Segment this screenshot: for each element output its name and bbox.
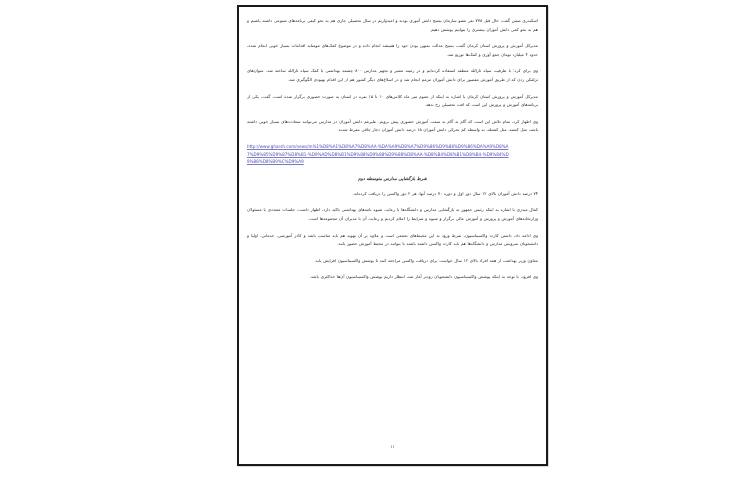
paragraph: مدیرکل آموزش و پرورش استان کرمان گفت، بسیج عدالت بمیهن بودن خود را همیشه انجام داده و در موضوع کمک‌های مومنانه اقدامات بسیار خوبی انجام شده، حدود ۴ میلیارد تومان جمع آوری و کمک‌ها توزیع شد. <box>247 43 538 57</box>
source-url-link[interactable]: http://www.gharsh.com/news/m%1%D8%A1%D8%A7%D8%AA-%DA%A9%D8%A7%D9%86%D9%88%D9%86%DA%A9%D8%A7%D9%85%D9%87%D8%B1-%D9%AD%D8%B1%D9%88%D9%88%D9%88%D8%AA-%D8%B4%D8%B1%D8%B4-%D9%84%D9%88%D8%B9%C%D9%A9 <box>247 143 509 165</box>
paragraph: وی ادامه داد، داشتن کارت واکسیناسیون، شرط ورود به این محیط‌های تجمعی است و علاوه بر آن تهویه هم باید مناسب باشد و کادر آموزشی، خدماتی، اولیا و دانشجویان سرویس مدارس و دانشگاه‌ها هم باید کارت واکسن داشته باشند تا بتوانند در محیط آموزش حضور یابند. <box>247 232 538 247</box>
paragraph: کمال میدری با اشاره به اینکه رئیس جمهور به بازگشایی مدارس و دانشگاه‌ها با رعایت شیوه نامه‌های بهداشتی تاکید دارد، اظهار داشت، جلسات متعددی با مسئولان وزارتخانه‌های آموزش و پرورش و آموزش عالی برگزار و شیوه و شرایط را اعلام کردیم و رعایت آن با مدیران آن مجموعه‌ها است. <box>247 207 538 221</box>
section-heading: شرط بازگشایی مدارس متوسطه دوم <box>358 176 427 182</box>
document-page-content <box>239 7 546 464</box>
document-page <box>237 5 548 466</box>
paragraph: مدیرکل آموزش و پرورش استان کرمان با اشاره به اینکه از عموم میر ماه کلاس‌های ۱۰ تا ۱۵ نفره در استان به صورت حضوری برگزار شده است، گفت، یکی از برنامه‌های آموزش و پرورش این است که افت تحصیلی رخ ندهد. <box>247 93 539 108</box>
paragraph: وی برای کرد: با ظرفیت سپاه ثارالله منطقه استفاده کرده‌ایم و در زمینه تعمیر و تجهیز مدارس ۸۰۰ چشمه بهداشتی با کمک سپاه ثارالله ساخته شد. عنوان‌های تزلفکن زدن که از طریق آموزش مقصور برای دانش آموزان مزمم انجام شد و در اسلاع‌های دیگر کشور هم از این اقدام بهبودی الگوگیری شد. <box>247 68 538 82</box>
paragraph: ۷۴ درصد دانش آموزان بالای ۱۲ سال دوز اول و دوره ۷۰ درصد آنها، هر ۲ دوز واکسن را دریافت کرده‌اند. <box>352 190 538 196</box>
paragraph: وی اظهار کرد، تمام تلاش این است که گام به گام به سمت آموزش حضوری پیش برویم. علیرغم دانش آموزان در مدارس می‌توانند سعادت‌های بسیار خوبی داشته باشد، مثل کشته، مثل کشتله، به واسطه کم تحرکی دانش آموزان ۱۵ درصد دانش آموزان دچار چاقی مفرط شدند. <box>247 118 538 133</box>
paragraph: معاون وزیر بهداشت از همه افراد بالای ۱۲ سال خواست برای دریافت واکسن مراجعه کنند تا پوشش واکسیناسیون افزایش یابد. <box>314 257 538 263</box>
page-number: ۱۱ <box>390 445 395 450</box>
paragraph: اسکندری ضمن گفت، حال قبل ۷۷۸ نفر عضو سازمان بسیج دانش آموزی بودند و امیدواریم در سال تحصیلی جاری هم به نحو کیفی برنامه‌های متنوعی داشته باشیم و هم به نحو کمی دانش آموزان بیشتری را بتوانیم پوشش دهیم. <box>247 18 539 32</box>
paragraph: وی افزود، با توجه به اینکه پوشش واکسیناسیون دانشجویان زودتر آغاز شد، انتظار داریم پوشش واکسیناسیون آن‌ها حداکثری باشد. <box>309 274 538 280</box>
